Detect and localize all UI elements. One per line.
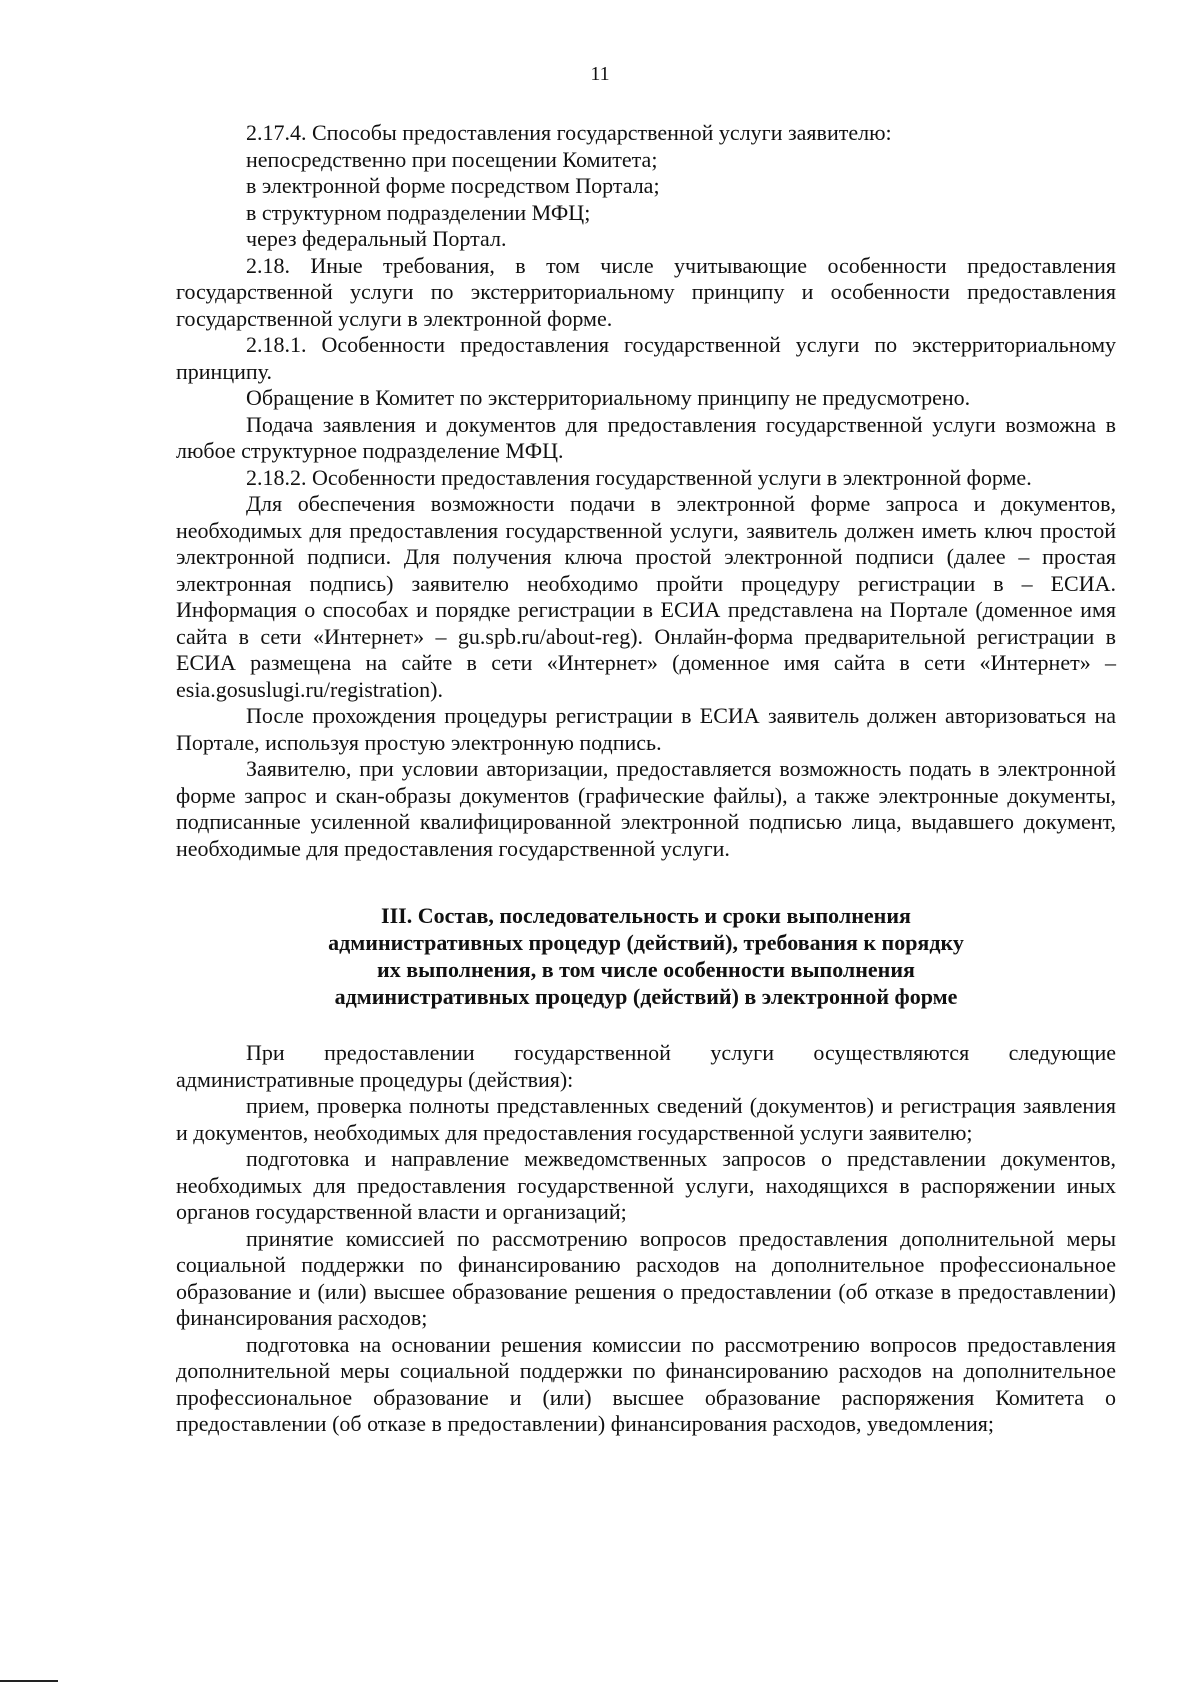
- list-item-committee-visit: непосредственно при посещении Комитета;: [246, 146, 658, 172]
- paragraph-procedures-intro: При предоставлении государственной услуги осуществляются следующие административные процедуры (действия):: [176, 1040, 1116, 1092]
- paragraph-authorization: После прохождения процедуры регистрации в ЕСИА заявитель должен авторизоваться на Портале, используя простую электронную подпись.: [176, 703, 1116, 755]
- list-item-reception: прием, проверка полноты представленных сведений (документов) и регистрация заявления и документов, необходимых для предоставления государственной услуги заявителю;: [176, 1093, 1116, 1145]
- paragraph-2-17-4: 2.17.4. Способы предоставления государственной услуги заявителю:: [246, 120, 892, 145]
- paragraph-2-18: 2.18. Иные требования, в том числе учитывающие особенности предоставления государственной услуги по экстерриториальному принципу и особенности предоставления государственной услуги в электронной форме.: [176, 252, 1116, 331]
- page-number: 11: [590, 63, 610, 85]
- paragraph-not-provided: Обращение в Комитет по экстерриториальному принципу не предусмотрено.: [246, 385, 971, 410]
- list-item-order-preparation: подготовка на основании решения комиссии по рассмотрению вопросов предоставления дополнительной меры социальной поддержки по финансированию расходов на дополнительное профессиональное образование и (или) высшее образование распоряжения Комитета о предоставлении (об отказе в предоставлении) финансирования расходов, уведомления;: [176, 1331, 1116, 1436]
- list-item-federal-portal: через федеральный Портал.: [246, 226, 507, 251]
- heading-line: III. Состав, последовательность и сроки выполнения: [381, 903, 911, 928]
- section-3-heading: [216, 902, 1076, 1010]
- list-item-mfc: в структурном подразделении МФЦ;: [246, 199, 591, 225]
- heading-line: их выполнения, в том числе особенности выполнения: [377, 957, 915, 982]
- bottom-rule: [0, 1680, 58, 1682]
- list-item-portal: в электронной форме посредством Портала;: [246, 173, 660, 198]
- paragraph-2-18-2: 2.18.2. Особенности предоставления государственной услуги в электронной форме.: [246, 464, 1032, 490]
- paragraph-esia-registration: Для обеспечения возможности подачи в электронной форме запроса и документов, необходимых для предоставления государственной услуги, заявитель должен иметь ключ простой электронной подписи. Для получения ключа простой электронной подписи (далее – простая электронная подпись) заявителю необходимо пройти процедуру регистрации в – ЕСИА. Информация о способах и порядке регистрации в ЕСИА представлена на Портале (доменное имя сайта в сети «Интернет» – gu.spb.ru/about-reg). Онлайн-форма предварительной регистрации в ЕСИА размещена на сайте в сети «Интернет» (доменное имя сайта в сети «Интернет» – esia.gosuslugi.ru/registration).: [176, 491, 1116, 702]
- list-item-commission-decision: принятие комиссией по рассмотрению вопросов предоставления дополнительной меры социальной поддержки по финансированию расходов на дополнительное профессиональное образование и (или) высшее образование решения о предоставлении (об отказе в предоставлении) финансирования расходов;: [176, 1225, 1116, 1330]
- heading-line: административных процедур (действий) в электронной форме: [334, 984, 958, 1009]
- paragraph-electronic-submission: Заявителю, при условии авторизации, предоставляется возможность подать в электронной форме запрос и скан-образы документов (графические файлы), а также электронные документы, подписанные усиленной квалифицированной электронной подписью лица, выдавшего документ, необходимые для предоставления государственной услуги.: [176, 756, 1116, 861]
- list-item-interagency-requests: подготовка и направление межведомственных запросов о представлении документов, необходимых для предоставления государственной услуги, находящихся в распоряжении иных органов государственной власти и организаций;: [176, 1146, 1116, 1224]
- paragraph-submission-mfc: Подача заявления и документов для предоставления государственной услуги возможна в любое структурное подразделение МФЦ.: [176, 411, 1116, 463]
- page-content: [176, 120, 1116, 1438]
- heading-line: административных процедур (действий), требования к порядку: [328, 930, 964, 955]
- paragraph-2-18-1: 2.18.1. Особенности предоставления государственной услуги по экстерриториальному принципу.: [176, 332, 1116, 384]
